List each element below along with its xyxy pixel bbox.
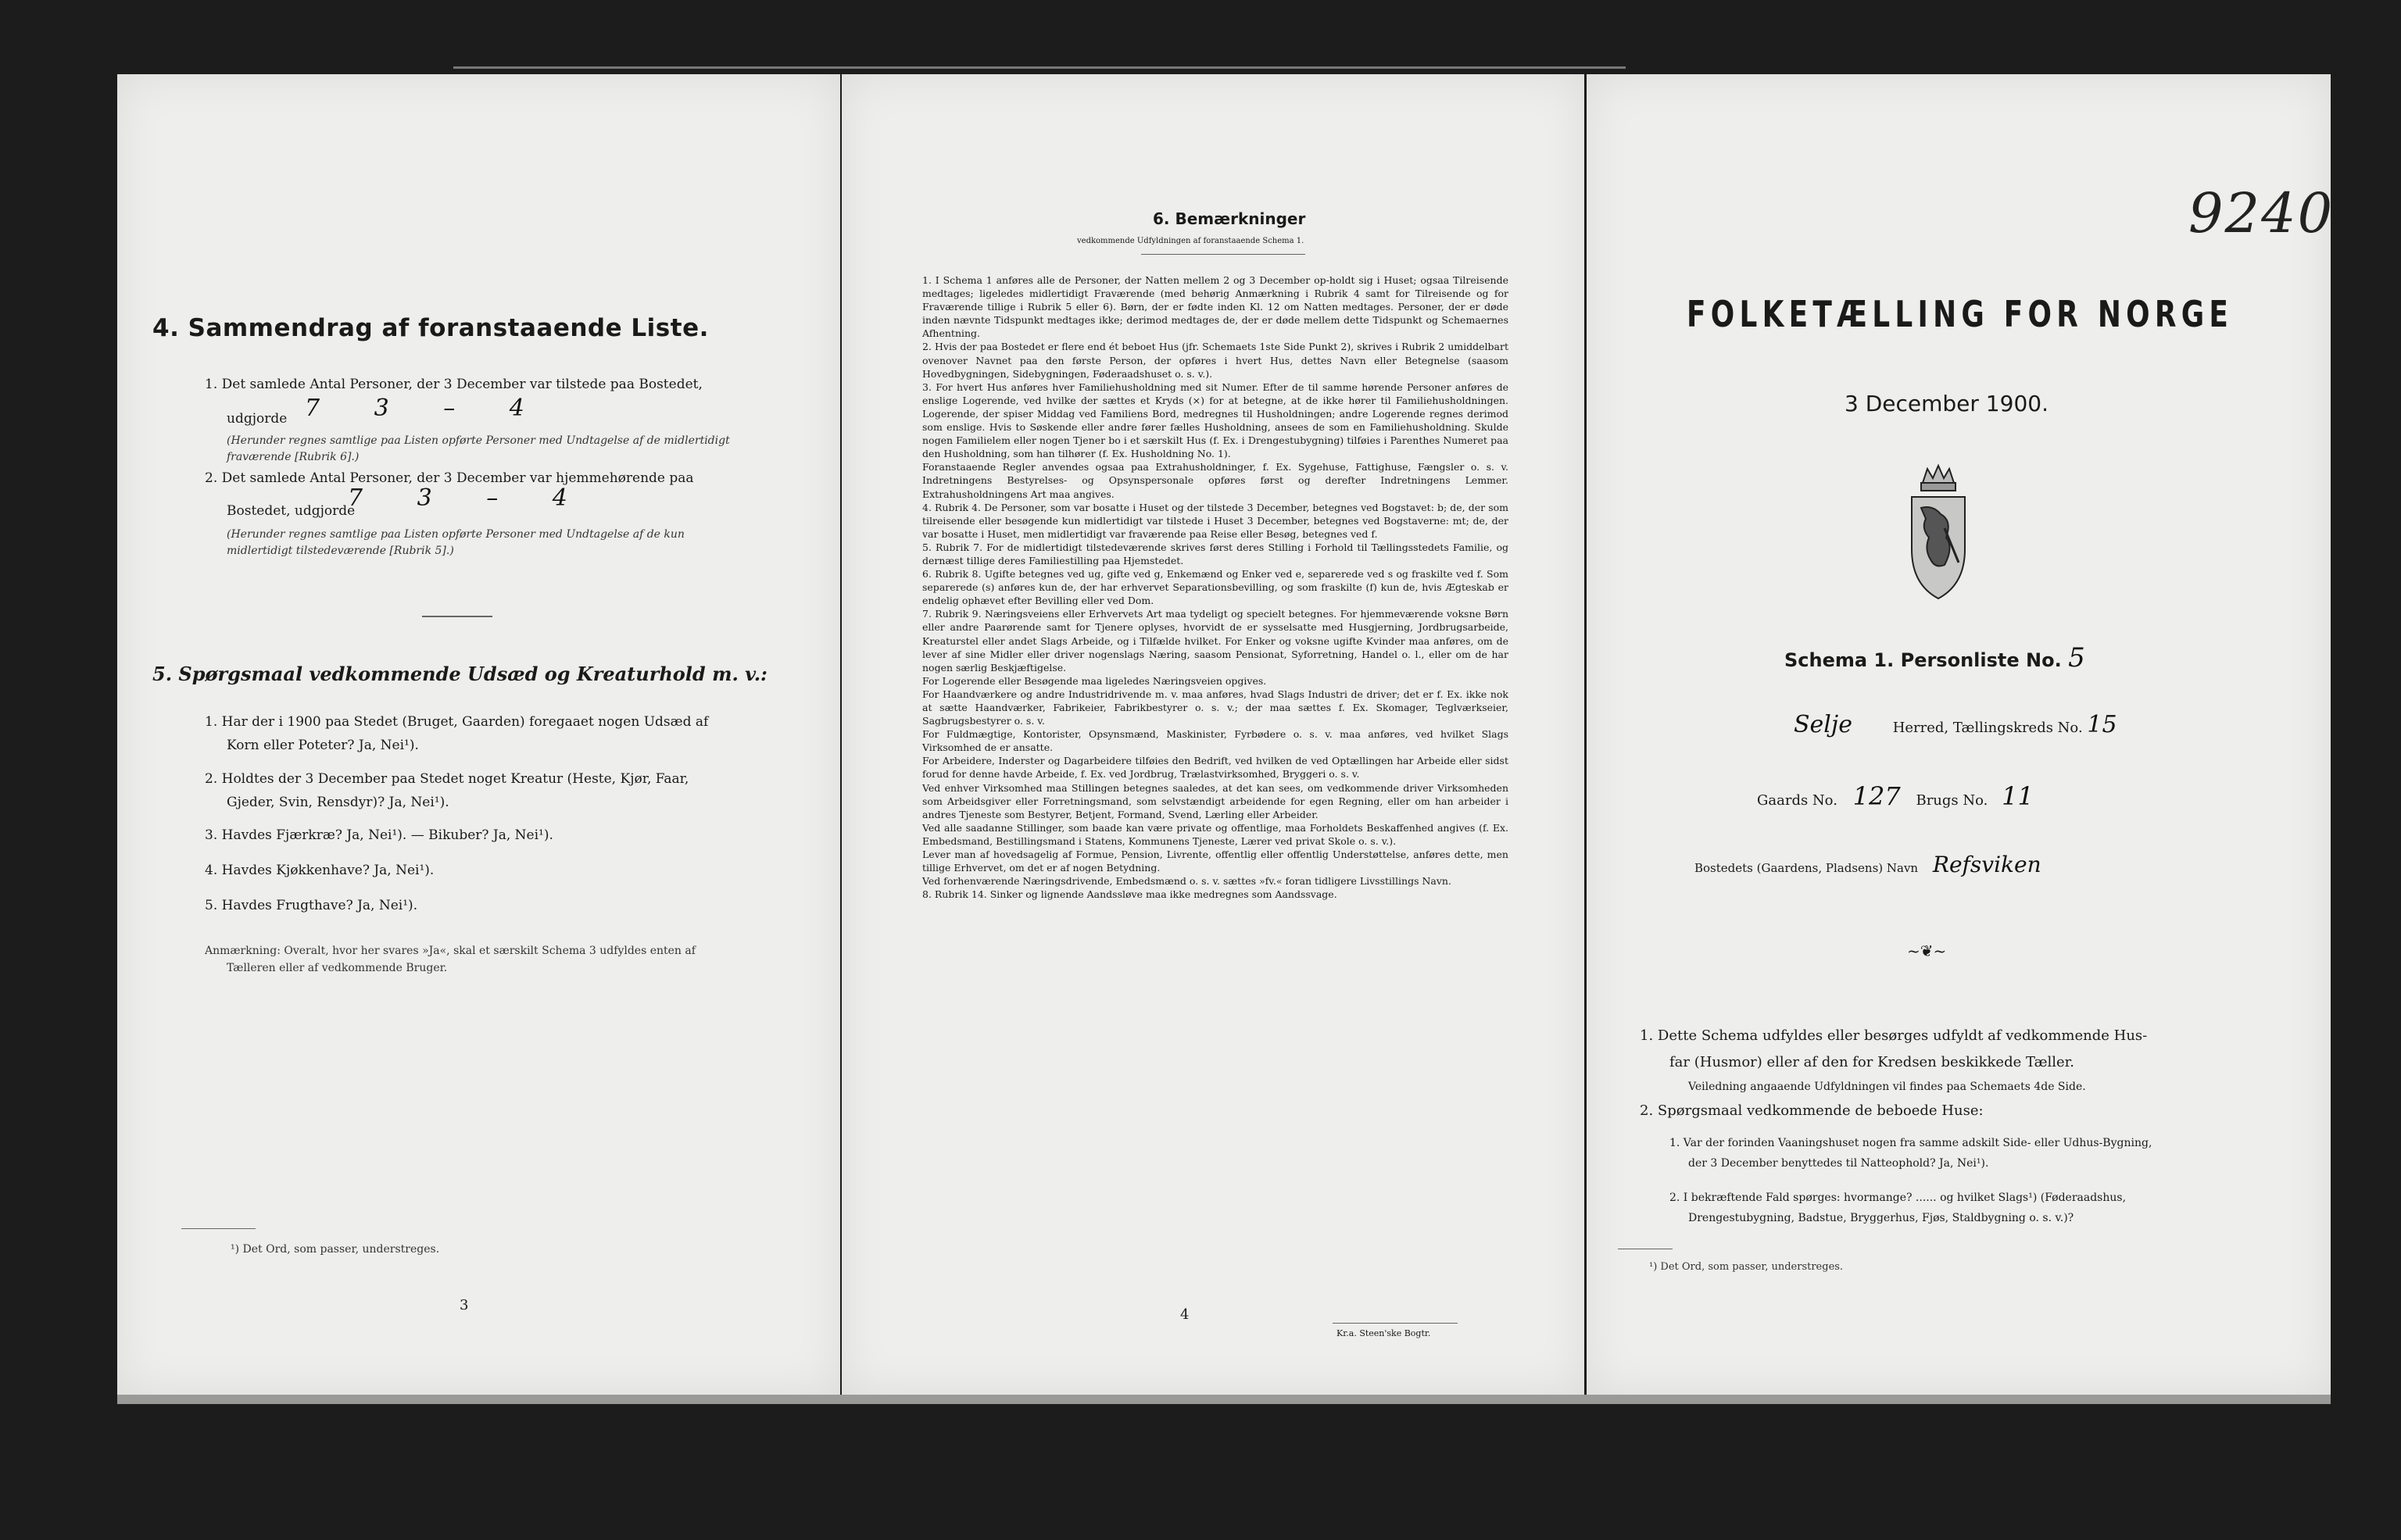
question-4: 4. Havdes Kjøkkenhave? Ja, Nei¹). bbox=[205, 863, 435, 878]
gaards-number-handwritten: 127 bbox=[1852, 781, 1901, 811]
gaards-row bbox=[1757, 781, 2034, 811]
title-rule bbox=[1141, 254, 1305, 255]
brugs-label: Brugs No. bbox=[1916, 792, 1988, 809]
question-2-line-1: 2. Holdtes der 3 December paa Stedet noget Kreatur (Heste, Kjør, Faar, bbox=[205, 771, 689, 787]
top-sheet-edge bbox=[453, 66, 1626, 69]
question-2-line-2: Gjeder, Svin, Rensdyr)? Ja, Nei¹). bbox=[227, 795, 449, 810]
summary-item-1-line-1: 1. Det samlede Antal Personer, der 3 December var tilstede paa Bostedet, bbox=[205, 377, 703, 392]
remarks-text: 1. I Schema 1 anføres alle de Personer, der Natten mellem 2 og 3 December op-holdt sig i Huset; ogsaa Tilreisende medtages; ligeledes midlertidigt Fraværende (med behørig Anmærkning i Rubrik 4 samt for Tilreisende og for Fraværende tillige i Rubrik 5 eller 6). Børn, der er fødte inden Kl. 12 om Natten medtages. Personer, der er døde inden nævnte Tidspunkt medtages ikke; derimod medtages de, der er døde mellem dette Tidspunkt og Schemaernes Afhentning. 2. Hvis der paa Bostedet er flere end ét beboet Hus (jfr. Schemaets 1ste Side Punkt 2), skrives i Rubrik 2 umiddelbart ovenover Navnet paa den første Person, der opføres i hvert Hus, dettes Navn eller Betegnelse (saasom Hovedbygningen, Sidebygningen, Føderaadshuset o. s. v.). 3. For hvert Hus anføres hver Familiehusholdning med sit Numer. Efter de til samme hørende Personer anføres de enslige Logerende, ved hvilke der sættes et Kryds (×) for at betegne, at de ikke hører til Familiehusholdningen. Logerende, der spiser Middag ved Familiens Bord, medregnes til Husholdningen; andre Logerende regnes derimod som enslige. Hvis to Søskende eller andre fører fælles Husholdning, ansees de som en Familiehusholdning. Skulde nogen Familielem eller nogen Tjener bo i et særskilt Hus (f. Ex. i Drengestubygning) tilføies i Parenthes Numeret paa den Husholdning, som han tilhører (f. Ex. Husholdning No. 1). Foranstaaende Regler anvendes ogsaa paa Extrahusholdninger, f. Ex. Sygehuse, Fattighuse, Fængsler o. s. v. Indretningens Bestyrelses- og Opsynspersonale opføres først og derefter Indretningens Lemmer. Extrahusholdningens Art maa angives. 4. Rubrik 4. De Personer, som var bosatte i Huset og der tilstede 3 December, betegnes ved Bogstavet: b; de, der som tilreisende eller besøgende kun midlertidigt var tilstede i Huset 3 December, betegnes ved Bogstaverne: mt; de, der var bosatte i Huset, men midlertidigt var fraværende paa Reise eller Besøg, betegnes ved f. 5. Rubrik 7. For de midlertidigt tilstedeværende skrives først deres Stilling i Forhold til Tællingsstedets Familie, og dernæst tillige deres Familiestilling paa Hjemstedet. 6. Rubrik 8. Ugifte betegnes ved ug, gifte ved g, Enkemænd og Enker ved e, separerede ved s og fraskilte ved f. Som separerede (s) anføres kun de, der har erhvervet Separationsbevilling, og som fraskilte (f) kun de, hvis Ægteskab er endelig ophævet efter Bevilling eller ved Dom. 7. Rubrik 9. Næringsveiens eller Erhvervets Art maa tydeligt og specielt betegnes. For hjemmeværende voksne Børn eller andre Paarørende samt for Tjenere oplyses, hvorvidt de er sysselsatte med Husgjerning, Jordbrugsarbeide, Kreaturstel eller andet Slags Arbeide, og i Tilfælde hvilket. For Enker og voksne ugifte Kvinder maa anføres, om de lever af sine Midler eller driver nogenslags Næring, saasom Pensionat, Syforretning, Handel o. l., eller om de har nogen særlig Beskjæftigelse. For Logerende eller Besøgende maa ligeledes Næringsveien opgives. For Haandværkere og andre Industridrivende m. v. maa anføres, hvad Slags Industri de driver; det er f. Ex. ikke nok at sætte Haandværker, Fabrikeier, Fabrikbestyrer o. s. v.; der maa sættes f. Ex. Skomager, Teglværkseier, Sagbrugsbestyrer o. s. v. For Fuldmægtige, Kontorister, Opsynsmænd, Maskinister, Fyrbødere o. s. v. maa anføres, ved hvilket Slags Virksomhed de er ansatte. For Arbeidere, Inderster og Dagarbeidere tilføies den Bedrift, ved hvilken de ved Optællingen har Arbeide eller sidst forud for denne havde Arbeide, f. Ex. ved Jordbrug, Trælastvirksomhed, Bryggeri o. s. v. Ved enhver Virksomhed maa Stillingen betegnes saaledes, at det kan sees, om vedkommende driver Virksomheden som Arbeidsgiver eller Forretningsmand, som selvstændigt arbeidende for egen Regning, eller om han arbeider i andres Tjeneste som Bestyrer, Betjent, Formand, Svend, Lærling eller Arbeider. Ved alle saadanne Stillinger, som baade kan være private og offentlige, maa Forholdets Beskaffenhed angives (f. Ex. Embedsmand, Bestillingsmand i Statens, Kommunens Tjeneste, Lærer ved privat Skole o. s. v.). Lever man af hovedsagelig af Formue, Pension, Livrente, offentlig eller offentlig Understøttelse, anføres dette, men tillige Erhvervet, om det er af nogen Betydning. Ved forhenværende Næringsdrivende, Embedsmænd o. s. v. sættes »fv.« foran tidligere Livsstillings Navn. 8. Rubrik 14. Sinker og lignende Aandssløve maa ikke medregnes som Aandssvage. bbox=[922, 274, 1508, 901]
summary-item-1-note-2: fraværende [Rubrik 6].) bbox=[227, 451, 360, 463]
gaards-label: Gaards No. bbox=[1757, 792, 1837, 809]
handwritten-count-present: 7 3 – 4 bbox=[305, 395, 548, 422]
section-5-title: 5. Spørgsmaal vedkommende Udsæd og Kreaturhold m. v.: bbox=[152, 663, 768, 685]
herred-row bbox=[1794, 711, 2117, 738]
summary-item-2-line-1: 2. Det samlede Antal Personer, der 3 December var hjemmehørende paa bbox=[205, 470, 694, 486]
herred-handwritten: Selje bbox=[1794, 711, 1852, 738]
instruction-1-line-1: 1. Dette Schema udfyldes eller besørges udfyldt af vedkommende Hus- bbox=[1640, 1027, 2148, 1044]
summary-item-2-note-1: (Herunder regnes samtlige paa Listen opførte Personer med Undtagelse af de kun bbox=[227, 528, 685, 541]
ornament: ~❦~ bbox=[1907, 942, 1947, 960]
instruction-1-line-2: far (Husmor) eller af den for Kredsen beskikkede Tæller. bbox=[1669, 1054, 2075, 1070]
page-3 bbox=[117, 74, 840, 1395]
handwritten-count-resident: 7 3 – 4 bbox=[348, 484, 591, 512]
house-question-1-line-1: 1. Var der forinden Vaaningshuset nogen fra samme adskilt Side- eller Udhus-Bygning, bbox=[1669, 1137, 2152, 1149]
bosted-row bbox=[1694, 852, 2041, 877]
summary-item-1-line-2: udgjorde bbox=[227, 411, 288, 427]
remark-line-1: Anmærkning: Overalt, hvor her svares »Ja«, skal et særskilt Schema 3 udfyldes enten af bbox=[205, 945, 696, 957]
instruction-1-line-3: Veiledning angaaende Udfyldningen vil findes paa Schemaets 4de Side. bbox=[1688, 1081, 2086, 1093]
personliste-number-handwritten: 5 bbox=[2068, 642, 2085, 674]
brugs-number-handwritten: 11 bbox=[2002, 781, 2034, 811]
bosted-label: Bostedets (Gaardens, Pladsens) Navn bbox=[1694, 861, 1919, 875]
question-1-line-2: Korn eller Poteter? Ja, Nei¹). bbox=[227, 738, 419, 753]
house-question-1-line-2: der 3 December benyttedes til Natteophold? Ja, Nei¹). bbox=[1688, 1157, 1989, 1170]
census-title: FOLKETÆLLING FOR NORGE bbox=[1687, 293, 2234, 335]
schema-label: Schema 1. Personliste No. 5 bbox=[1784, 642, 2085, 674]
summary-item-2-note-2: midlertidigt tilstedeværende [Rubrik 5].) bbox=[227, 545, 454, 557]
remark-line-2: Tælleren eller af vedkommende Bruger. bbox=[227, 962, 448, 974]
left-footnote: ¹) Det Ord, som passer, understreges. bbox=[231, 1243, 440, 1256]
instruction-2: 2. Spørgsmaal vedkommende de beboede Huse: bbox=[1640, 1102, 1984, 1119]
summary-item-2-line-2: Bostedet, udgjorde bbox=[227, 503, 356, 519]
herred-label: Herred, Tællingskreds No. bbox=[1892, 720, 2083, 736]
kreds-number-handwritten: 15 bbox=[2087, 711, 2117, 738]
question-3: 3. Havdes Fjærkræ? Ja, Nei¹). — Bikuber? Ja, Nei¹). bbox=[205, 827, 553, 843]
printer-rule bbox=[1333, 1323, 1458, 1324]
printer-imprint: Kr.a. Steen'ske Bogtr. bbox=[1336, 1328, 1431, 1338]
question-5: 5. Havdes Frugthave? Ja, Nei¹). bbox=[205, 898, 418, 913]
page-number-4: 4 bbox=[1180, 1306, 1190, 1323]
section-4-title: 4. Sammendrag af foranstaaende Liste. bbox=[152, 314, 709, 342]
house-question-2-line-1: 2. I bekræftende Fald spørges: hvormange? ...... og hvilket Slags¹) (Føderaadshus, bbox=[1669, 1192, 2127, 1204]
right-footnote: ¹) Det Ord, som passer, understreges. bbox=[1649, 1261, 1844, 1273]
bottom-sheet-edge bbox=[117, 1395, 2331, 1404]
section-6-title: 6. Bemærkninger bbox=[1153, 209, 1306, 228]
house-question-2-line-2: Drengestubygning, Badstue, Bryggerhus, Fjøs, Staldbygning o. s. v.)? bbox=[1688, 1212, 2074, 1224]
footnote-divider bbox=[181, 1228, 256, 1229]
page-number-3: 3 bbox=[460, 1297, 469, 1313]
census-date: 3 December 1900. bbox=[1845, 391, 2049, 416]
archive-number: 9240 bbox=[2188, 181, 2335, 245]
summary-item-1-note-1: (Herunder regnes samtlige paa Listen opførte Personer med Undtagelse af de midlertidigt bbox=[227, 434, 730, 447]
divider bbox=[422, 616, 492, 617]
section-6-subtitle: vedkommende Udfyldningen af foranstaaende Schema 1. bbox=[1077, 237, 1304, 245]
bosted-name-handwritten: Refsviken bbox=[1932, 852, 2041, 877]
question-1-line-1: 1. Har der i 1900 paa Stedet (Bruget, Gaarden) foregaaet nogen Udsæd af bbox=[205, 714, 709, 730]
norwegian-coat-of-arms-icon bbox=[1898, 459, 1980, 611]
